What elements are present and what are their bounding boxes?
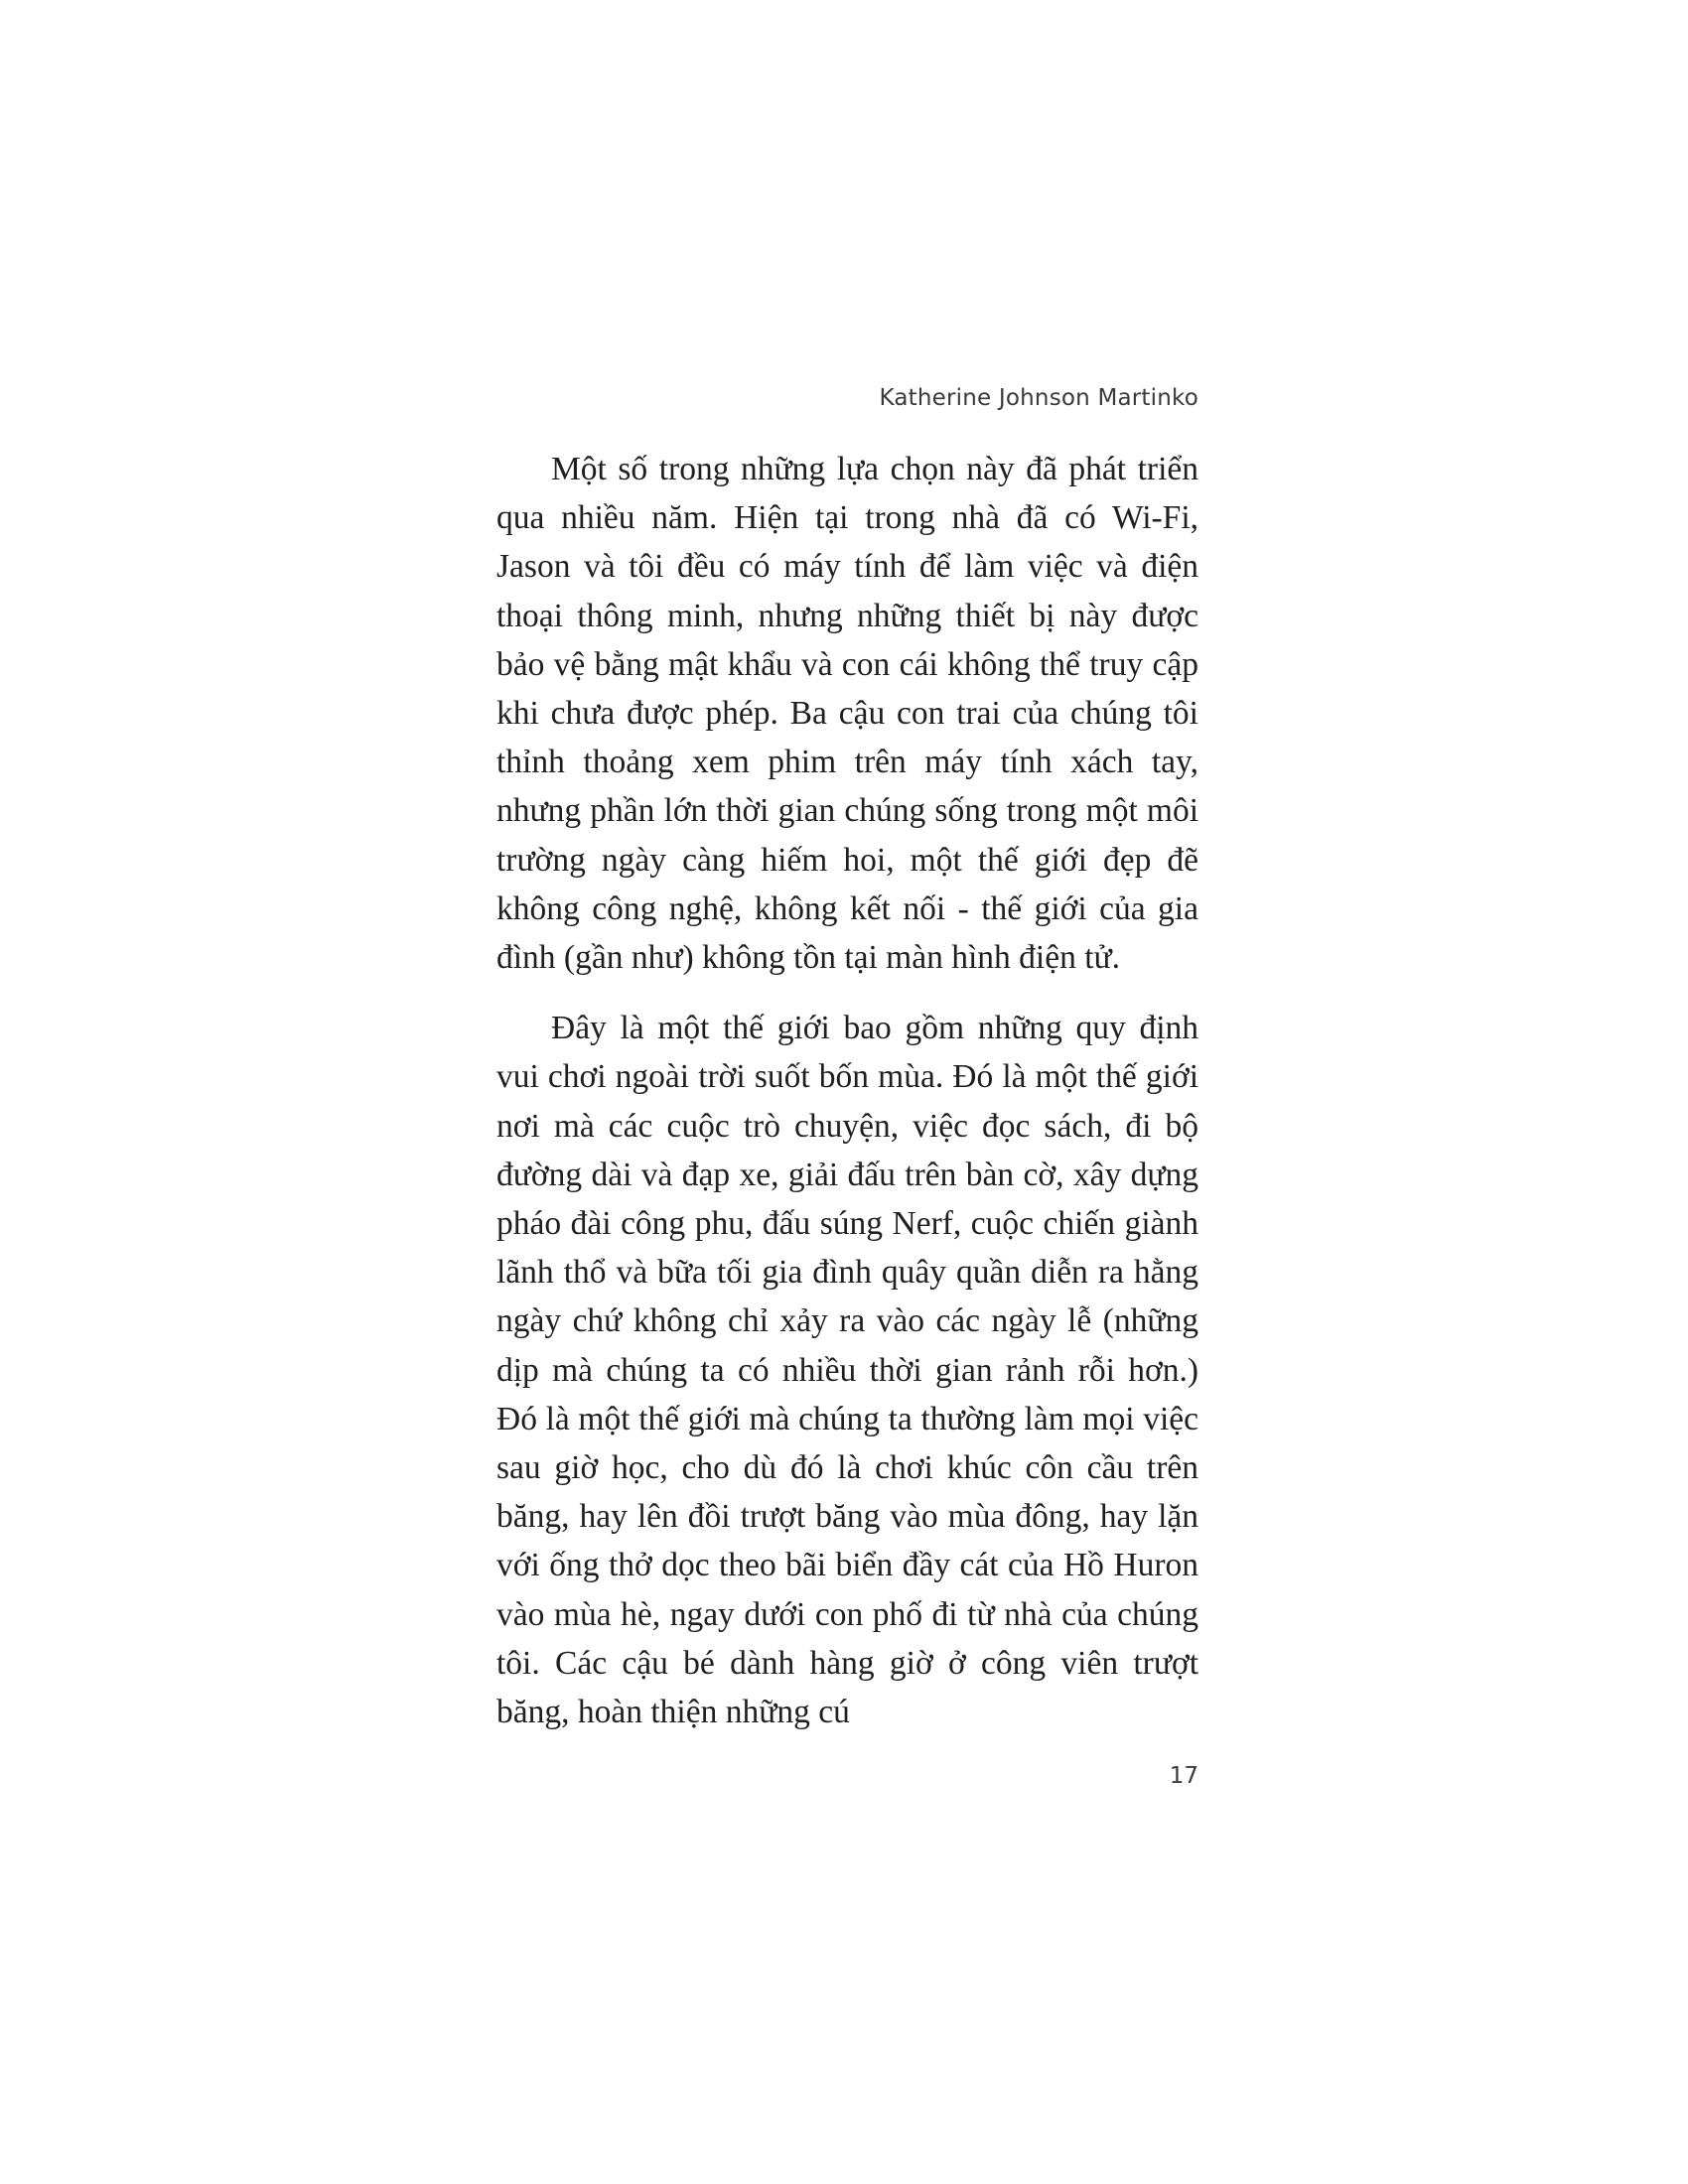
- page-number: 17: [1169, 1763, 1198, 1789]
- paragraph-2: Đây là một thế giới bao gồm những quy định vui chơi ngoài trời suốt bốn mùa. Đó là một thế giới nơi mà các cuộc trò chuyện, việc đọc sách, đi bộ đường dài và đạp xe, giải đấu trên bàn cờ, xây dựng pháo đài công phu, đấu súng Nerf, cuộc chiến giành lãnh thổ và bữa tối gia đình quây quần diễn ra hằng ngày chứ không chỉ xảy ra vào các ngày lễ (những dịp mà chúng ta có nhiều thời gian rảnh rỗi hơn.) Đó là một thế giới mà chúng ta thường làm mọi việc sau giờ học, cho dù đó là chơi khúc côn cầu trên băng, hay lên đồi trượt băng vào mùa đông, hay lặn với ống thở dọc theo bãi biển đầy cát của Hồ Huron vào mùa hè, ngay dưới con phố đi từ nhà của chúng tôi. Các cậu bé dành hàng giờ ở công viên trượt băng, hoàn thiện những cú: [496, 1010, 1198, 1731]
- paragraph-1: Một số trong những lựa chọn này đã phát triển qua nhiều năm. Hiện tại trong nhà đã có Wi-Fi, Jason và tôi đều có máy tính để làm việc và điện thoại thông minh, nhưng những thiết bị này được bảo vệ bằng mật khẩu và con cái không thể truy cập khi chưa được phép. Ba cậu con trai của chúng tôi thỉnh thoảng xem phim trên máy tính xách tay, nhưng phần lớn thời gian chúng sống trong một môi trường ngày càng hiếm hoi, một thế giới đẹp đẽ không công nghệ, không kết nối - thế giới của gia đình (gần như) không tồn tại màn hình điện tử.: [496, 451, 1198, 977]
- running-header-author: Katherine Johnson Martinko: [879, 385, 1198, 411]
- body-text: [496, 445, 1198, 1736]
